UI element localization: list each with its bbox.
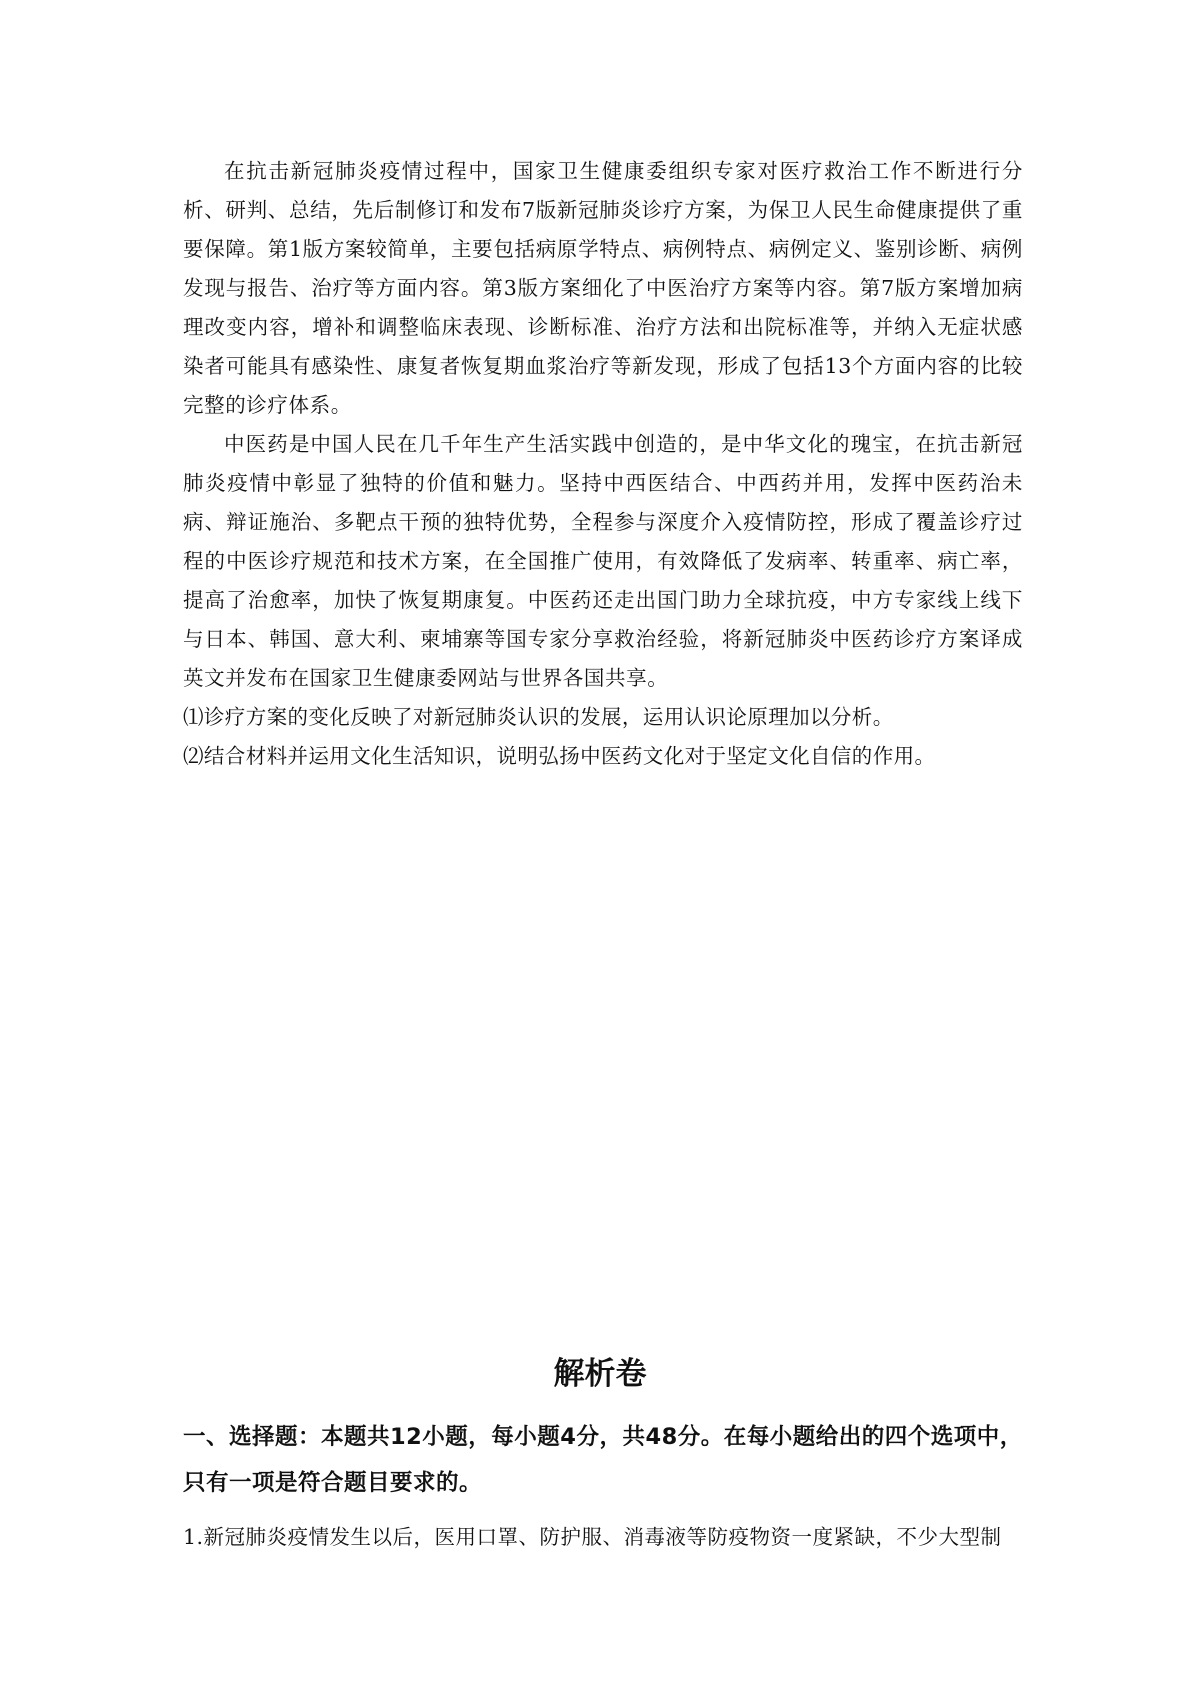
section-heading: 一、选择题：本题共12小题，每小题4分，共48分。在每小题给出的四个选项中，只有一项是符合题目要求的。 — [183, 1424, 1023, 1496]
material-paragraph-2: 中医药是中国人民在几千年生产生活实践中创造的，是中华文化的瑰宝，在抗击新冠肺炎疫情中彰显了独特的价值和魅力。坚持中西医结合、中西药并用，发挥中医药治未病、辩证施治、多靶点干预的独特优势，全程参与深度介入疫情防控，形成了覆盖诊疗过程的中医诊疗规范和技术方案，在全国推广使用，有效降低了发病率、转重率、病亡率，提高了治愈率，加快了恢复期康复。中医药还走出国门助力全球抗疫，中方专家线上线下与日本、韩国、意大利、柬埔寨等国专家分享救治经验，将新冠肺炎中医药诊疗方案译成英文并发布在国家卫生健康委网站与世界各国共享。 — [183, 432, 1023, 690]
question-1-stem: 1.新冠肺炎疫情发生以后，医用口罩、防护服、消毒液等防疫物资一度紧缺，不少大型制 — [183, 1525, 1002, 1549]
sub-question-2: ⑵结合材料并运用文化生活知识，说明弘扬中医药文化对于坚定文化自信的作用。 — [183, 744, 936, 768]
material-block — [183, 152, 1023, 776]
material-paragraph-1: 在抗击新冠肺炎疫情过程中，国家卫生健康委组织专家对医疗救治工作不断进行分析、研判、总结，先后制修订和发布7版新冠肺炎诊疗方案，为保卫人民生命健康提供了重要保障。第1版方案较简单，主要包括病原学特点、病例特点、病例定义、鉴别诊断、病例发现与报告、治疗等方面内容。第3版方案细化了中医治疗方案等内容。第7版方案增加病理改变内容，增补和调整临床表现、诊断标准、治疗方法和出院标准等，并纳入无症状感染者可能具有感染性、康复者恢复期血浆治疗等新发现，形成了包括13个方面内容的比较完整的诊疗体系。 — [183, 159, 1023, 417]
sub-question-1: ⑴诊疗方案的变化反映了对新冠肺炎认识的发展，运用认识论原理加以分析。 — [183, 705, 894, 729]
analysis-title: 解析卷 — [553, 1356, 647, 1392]
